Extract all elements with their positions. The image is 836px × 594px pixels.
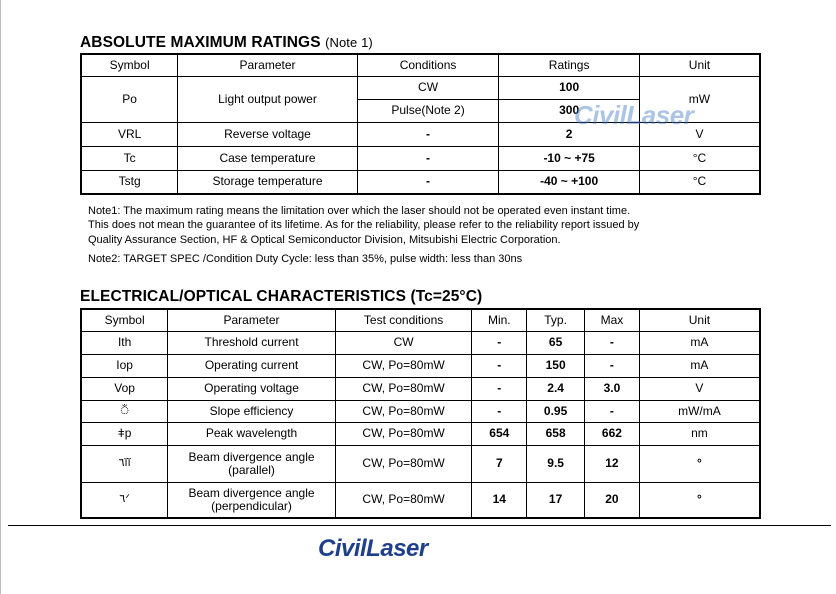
cell-conditions: CW (357, 76, 499, 99)
cell-unit: ° (639, 482, 760, 518)
cell-symbol: ǂp (81, 422, 168, 445)
table-row (81, 76, 760, 99)
table-row (81, 377, 760, 400)
header-test-conditions: Test conditions (335, 309, 472, 331)
cell-min: - (472, 377, 527, 400)
cell-parameter (168, 482, 336, 518)
cell-unit: ° (639, 445, 760, 482)
cell-conditions: Pulse(Note 2) (357, 99, 499, 122)
civillaser-watermark: CivilLaser (574, 100, 694, 130)
cell-unit: °C (639, 170, 760, 194)
table-row (81, 400, 760, 422)
cell-parameter: Peak wavelength (168, 422, 336, 445)
cell-ratings: 2 (499, 122, 640, 146)
cell-parameter: Reverse voltage (178, 122, 357, 146)
cell-unit: mA (639, 354, 760, 377)
cell-conditions: CW, Po=80mW (335, 482, 472, 518)
table-row (81, 354, 760, 377)
cell-symbol: ঁ (81, 400, 168, 422)
cell-ratings: -40 ~ +100 (499, 170, 640, 194)
header-min: Min. (472, 309, 527, 331)
table-row (81, 482, 760, 518)
cell-max: 12 (585, 445, 640, 482)
cell-typ: 0.95 (527, 400, 585, 422)
note1-line: This does not mean the guarantee of its lifetime. As for the reliability, please refer to the reliability report issued by (88, 219, 640, 232)
cell-unit: mW (639, 76, 760, 122)
cell-conditions: CW, Po=80mW (335, 400, 472, 422)
cell-parameter: Light output power (178, 76, 357, 122)
cell-symbol: Tstg (81, 170, 178, 194)
note1-block (88, 204, 639, 247)
cell-conditions: - (357, 146, 499, 170)
cell-unit: mW/mA (639, 400, 760, 422)
cell-parameter (168, 445, 336, 482)
cell-typ: 658 (527, 422, 585, 445)
header-conditions: Conditions (357, 54, 499, 76)
cell-typ: 65 (527, 331, 585, 354)
cell-max: 20 (585, 482, 640, 518)
parameter-line: Beam divergence angle (188, 449, 315, 464)
header-ratings: Ratings (499, 54, 640, 76)
header-symbol: Symbol (81, 54, 178, 76)
cell-max: 662 (585, 422, 640, 445)
header-symbol: Symbol (81, 309, 168, 331)
cell-conditions: CW (335, 331, 472, 354)
cell-ratings: -10 ~ +75 (499, 146, 640, 170)
electrical-optical-table (80, 308, 761, 519)
cell-symbol: Tc (81, 146, 178, 170)
cell-conditions: CW, Po=80mW (335, 445, 472, 482)
cell-conditions: CW, Po=80mW (335, 377, 472, 400)
cell-symbol: ٦ᐟ (81, 482, 168, 518)
cell-ratings: 100 (499, 76, 640, 99)
cell-unit: nm (639, 422, 760, 445)
header-max: Max (585, 309, 640, 331)
cell-unit: mA (639, 331, 760, 354)
cell-max: - (585, 331, 640, 354)
cell-conditions: - (357, 122, 499, 146)
cell-parameter: Case temperature (178, 146, 357, 170)
header-parameter: Parameter (168, 309, 336, 331)
heading-note: (Note 1) (325, 35, 373, 50)
footer-divider (8, 525, 831, 526)
cell-symbol: Ith (81, 331, 168, 354)
cell-max: 3.0 (585, 377, 640, 400)
cell-min: 654 (472, 422, 527, 445)
cell-unit: V (639, 377, 760, 400)
cell-max: - (585, 354, 640, 377)
cell-typ: 9.5 (527, 445, 585, 482)
cell-parameter: Threshold current (168, 331, 336, 354)
table-header-row (81, 54, 760, 76)
header-unit: Unit (639, 309, 760, 331)
page-left-border (0, 0, 1, 594)
parameter-line: Beam divergence angle (188, 485, 315, 500)
cell-min: 14 (472, 482, 527, 518)
civillaser-logo: CivilLaser (318, 535, 428, 562)
heading-text: ABSOLUTE MAXIMUM RATINGS (80, 34, 321, 51)
table-row (81, 146, 760, 170)
cell-conditions: CW, Po=80mW (335, 354, 472, 377)
cell-symbol: Iop (81, 354, 168, 377)
note2: Note2: TARGET SPEC /Condition Duty Cycle: less than 35%, pulse width: less than 30ns (88, 253, 523, 265)
cell-unit: °C (639, 146, 760, 170)
cell-unit: V (639, 122, 760, 146)
cell-typ: 2.4 (527, 377, 585, 400)
cell-min: - (472, 400, 527, 422)
header-typ: Typ. (527, 309, 585, 331)
cell-min: 7 (472, 445, 527, 482)
table-row (81, 170, 760, 194)
cell-symbol: Vop (81, 377, 168, 400)
note1-line: Quality Assurance Section, HF & Optical Semiconductor Division, Mitsubishi Electric Corporation. (88, 233, 561, 246)
cell-symbol: ٦ĭĭ (81, 445, 168, 482)
header-parameter: Parameter (178, 54, 357, 76)
table-header-row (81, 309, 760, 331)
cell-typ: 17 (527, 482, 585, 518)
cell-parameter: Operating voltage (168, 377, 336, 400)
cell-min: - (472, 331, 527, 354)
cell-conditions: - (357, 170, 499, 194)
note1-line: Note1: The maximum rating means the limitation over which the laser should not be operated even instant time. (88, 205, 631, 217)
cell-typ: 150 (527, 354, 585, 377)
cell-min: - (472, 354, 527, 377)
parameter-line: (parallel) (228, 462, 275, 477)
electrical-optical-heading: ELECTRICAL/OPTICAL CHARACTERISTICS (Tc=25°C) (80, 288, 483, 305)
table-row (81, 331, 760, 354)
cell-max: - (585, 400, 640, 422)
cell-parameter: Storage temperature (178, 170, 357, 194)
absolute-max-ratings-heading (80, 34, 373, 52)
cell-conditions: CW, Po=80mW (335, 422, 472, 445)
table-row (81, 445, 760, 482)
cell-parameter: Operating current (168, 354, 336, 377)
parameter-line: (perpendicular) (211, 498, 292, 513)
header-unit: Unit (639, 54, 760, 76)
cell-symbol: VRL (81, 122, 178, 146)
cell-ratings: 300 (499, 99, 640, 122)
cell-symbol: Po (81, 76, 178, 122)
table-row (81, 422, 760, 445)
cell-parameter: Slope efficiency (168, 400, 336, 422)
